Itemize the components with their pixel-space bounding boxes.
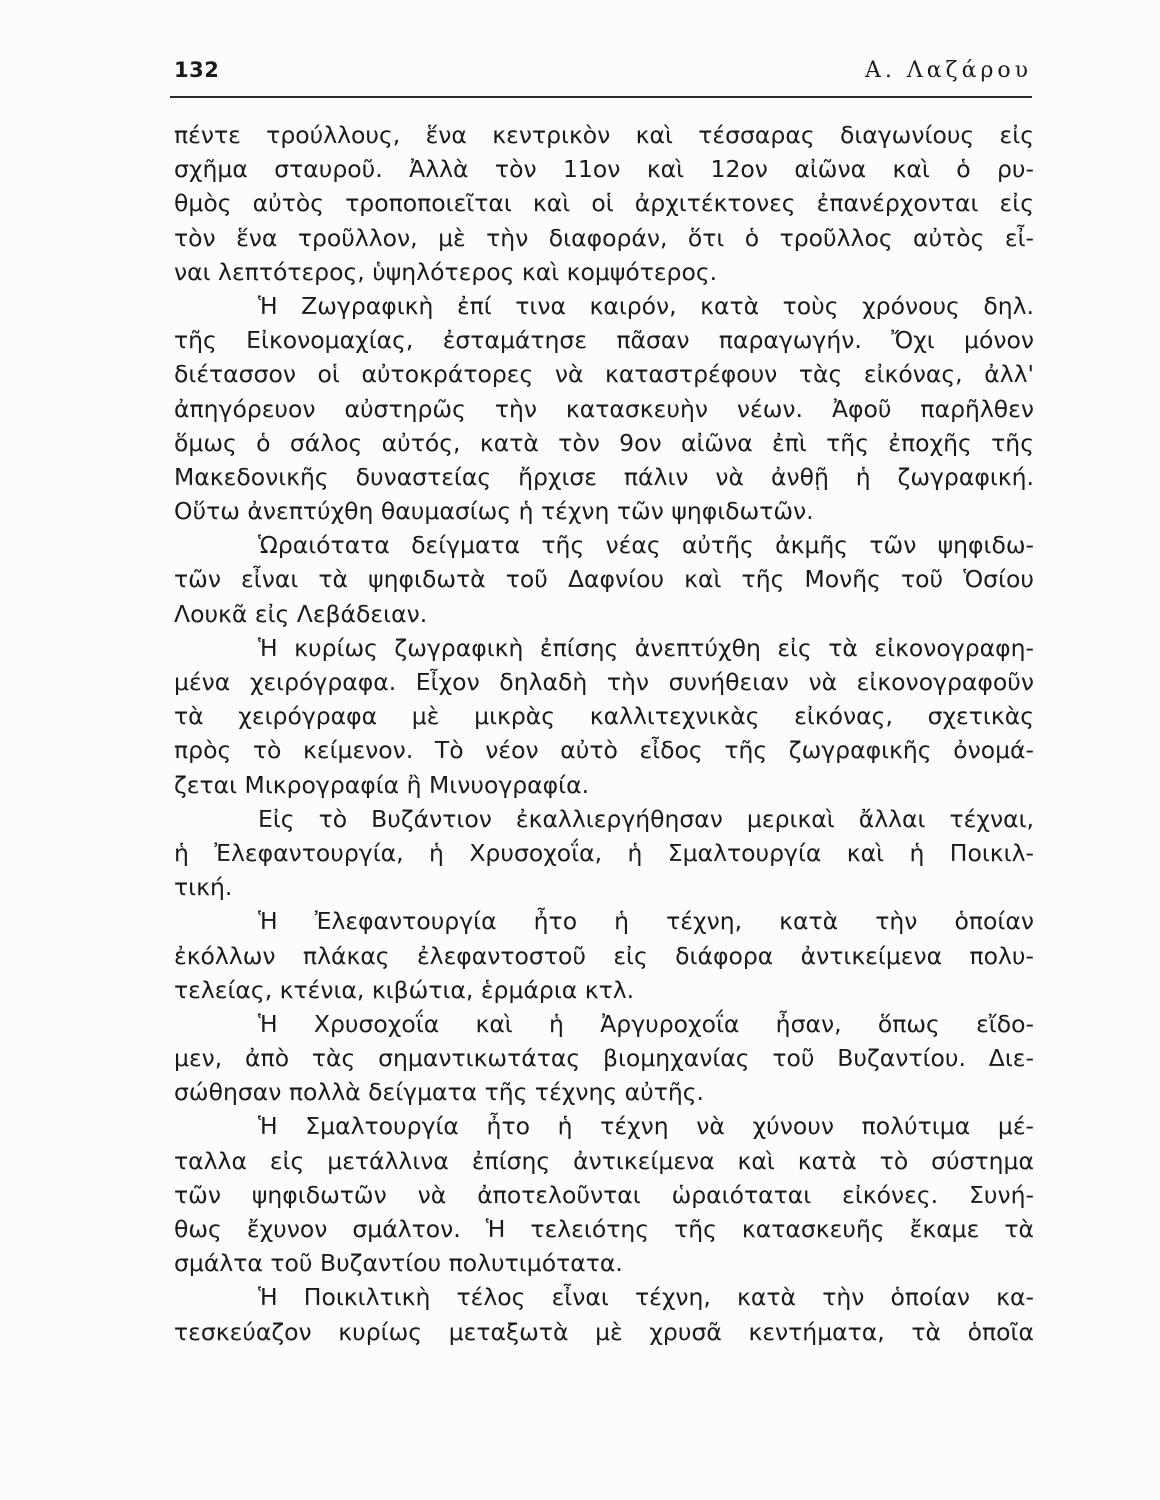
text-line: Ἡ Σμαλτουργία ἦτο ἡ τέχνη νὰ χύνουν πολύτιμα μέ-: [258, 1112, 1034, 1141]
text-line: Μακεδονικῆς δυναστείας ἤρχισε πάλιν νὰ ἀνθῇ ἡ ζωγραφική.: [174, 462, 1034, 491]
header-rule: [170, 96, 1032, 98]
text-line: τῶν εἶναι τὰ ψηφιδωτὰ τοῦ Δαφνίου καὶ τῆς Μονῆς τοῦ Ὁσίου: [174, 565, 1034, 594]
text-line: Ἡ Ἐλεφαντουργία ἦτο ἡ τέχνη, κατὰ τὴν ὁποίαν: [258, 907, 1034, 936]
text-line: Εἰς τὸ Βυζάντιον ἐκαλλιεργήθησαν μερικαὶ ἄλλαι τέχναι,: [258, 804, 1034, 833]
text-line: πέντε τρούλλους, ἕνα κεντρικὸν καὶ τέσσαρας διαγωνίους εἰς: [174, 121, 1034, 149]
text-line: ζεται Μικρογραφία ἢ Μινυογραφία.: [174, 770, 590, 799]
text-line: διέτασσον οἱ αὐτοκράτορες νὰ καταστρέφουν τὰς εἰκόνας, ἀλλ': [174, 360, 1034, 389]
text-line: θμὸς αὐτὸς τροποποιεῖται καὶ οἱ ἀρχιτέκτονες ἐπανέρχονται εἰς: [174, 189, 1034, 218]
text-line: τῶν ψηφιδωτῶν νὰ ἀποτελοῦνται ὡραιόταται εἰκόνες. Συνή-: [174, 1180, 1034, 1209]
text-line: πρὸς τὸ κείμενον. Τὸ νέον αὐτὸ εἶδος τῆς ζωγραφικῆς ὀνομά-: [174, 736, 1034, 765]
text-line: ταλλα εἰς μετάλλινα ἐπίσης ἀντικείμενα καὶ κατὰ τὸ σύστημα: [174, 1146, 1034, 1175]
text-line: Ἡ Ζωγραφικὴ ἐπί τινα καιρόν, κατὰ τοὺς χρόνους δηλ.: [258, 291, 1034, 320]
page-number: 132: [174, 58, 220, 82]
page-header: [174, 58, 1032, 98]
text-line: σμάλτα τοῦ Βυζαντίου πολυτιμότατα.: [174, 1249, 623, 1278]
body-text: [174, 118, 1034, 1349]
text-line: Οὕτω ἀνεπτύχθη θαυμασίως ἡ τέχνη τῶν ψηφιδωτῶν.: [174, 497, 814, 526]
text-line: Ὡραιότατα δείγματα τῆς νέας αὐτῆς ἀκμῆς τῶν ψηφιδω-: [258, 531, 1034, 560]
text-line: τὰ χειρόγραφα μὲ μικρὰς καλλιτεχνικὰς εἰκόνας, σχετικὰς: [174, 702, 1034, 731]
text-line: τεσκεύαζον κυρίως μεταξωτὰ μὲ χρυσᾶ κεντήματα, τὰ ὁποῖα: [174, 1317, 1034, 1346]
text-line: σχῆμα σταυροῦ. Ἀλλὰ τὸν 11ον καὶ 12ον αἰῶνα καὶ ὁ ρυ-: [174, 155, 1034, 184]
text-line: τὸν ἕνα τροῦλλον, μὲ τὴν διαφοράν, ὅτι ὁ τροῦλλος αὐτὸς εἶ-: [174, 223, 1034, 252]
text-line: θως ἔχυνον σμάλτον. Ἡ τελειότης τῆς κατασκευῆς ἔκαμε τὰ: [174, 1215, 1034, 1243]
text-line: σώθησαν πολλὰ δείγματα τῆς τέχνης αὐτῆς.: [174, 1078, 705, 1107]
text-line: Ἡ Ποικιλτικὴ τέλος εἶναι τέχνη, κατὰ τὴν ὁποίαν κα-: [258, 1283, 1034, 1312]
text-line: ὅμως ὁ σάλος αὐτός, κατὰ τὸν 9ον αἰῶνα ἐπὶ τῆς ἐποχῆς τῆς: [174, 428, 1034, 457]
text-line: τῆς Εἰκονομαχίας, ἐσταμάτησε πᾶσαν παραγωγήν. Ὄχι μόνον: [174, 326, 1034, 355]
running-head-author: Α. Λαζάρου: [865, 58, 1032, 83]
text-line: ναι λεπτότερος, ὑψηλότερος καὶ κομψότερος.: [174, 257, 718, 286]
text-line: Λουκᾶ εἰς Λεβάδειαν.: [174, 599, 428, 628]
text-line: μεν, ἀπὸ τὰς σημαντικωτάτας βιομηχανίας τοῦ Βυζαντίου. Διε-: [174, 1044, 1034, 1073]
text-line: τελείας, κτένια, κιβώτια, ἑρμάρια κτλ.: [174, 975, 635, 1004]
text-line: ἀπηγόρευον αὐστηρῶς τὴν κατασκευὴν νέων. Ἀφοῦ παρῆλθεν: [174, 394, 1034, 423]
text-line: Ἡ κυρίως ζωγραφικὴ ἐπίσης ἀνεπτύχθη εἰς τὰ εἰκονογραφη-: [258, 633, 1034, 662]
text-line: μένα χειρόγραφα. Εἶχον δηλαδὴ τὴν συνήθειαν νὰ εἰκονογραφοῦν: [174, 668, 1034, 696]
text-line: τική.: [174, 873, 233, 902]
text-line: ἐκόλλων πλάκας ἐλεφαντοστοῦ εἰς διάφορα ἀντικείμενα πολυ-: [174, 941, 1034, 970]
text-line: ἡ Ἐλεφαντουργία, ἡ Χρυσοχοΐα, ἡ Σμαλτουργία καὶ ἡ Ποικιλ-: [174, 838, 1034, 867]
text-line: Ἡ Χρυσοχοΐα καὶ ἡ Ἀργυροχοΐα ἦσαν, ὅπως εἴδο-: [258, 1009, 1034, 1038]
